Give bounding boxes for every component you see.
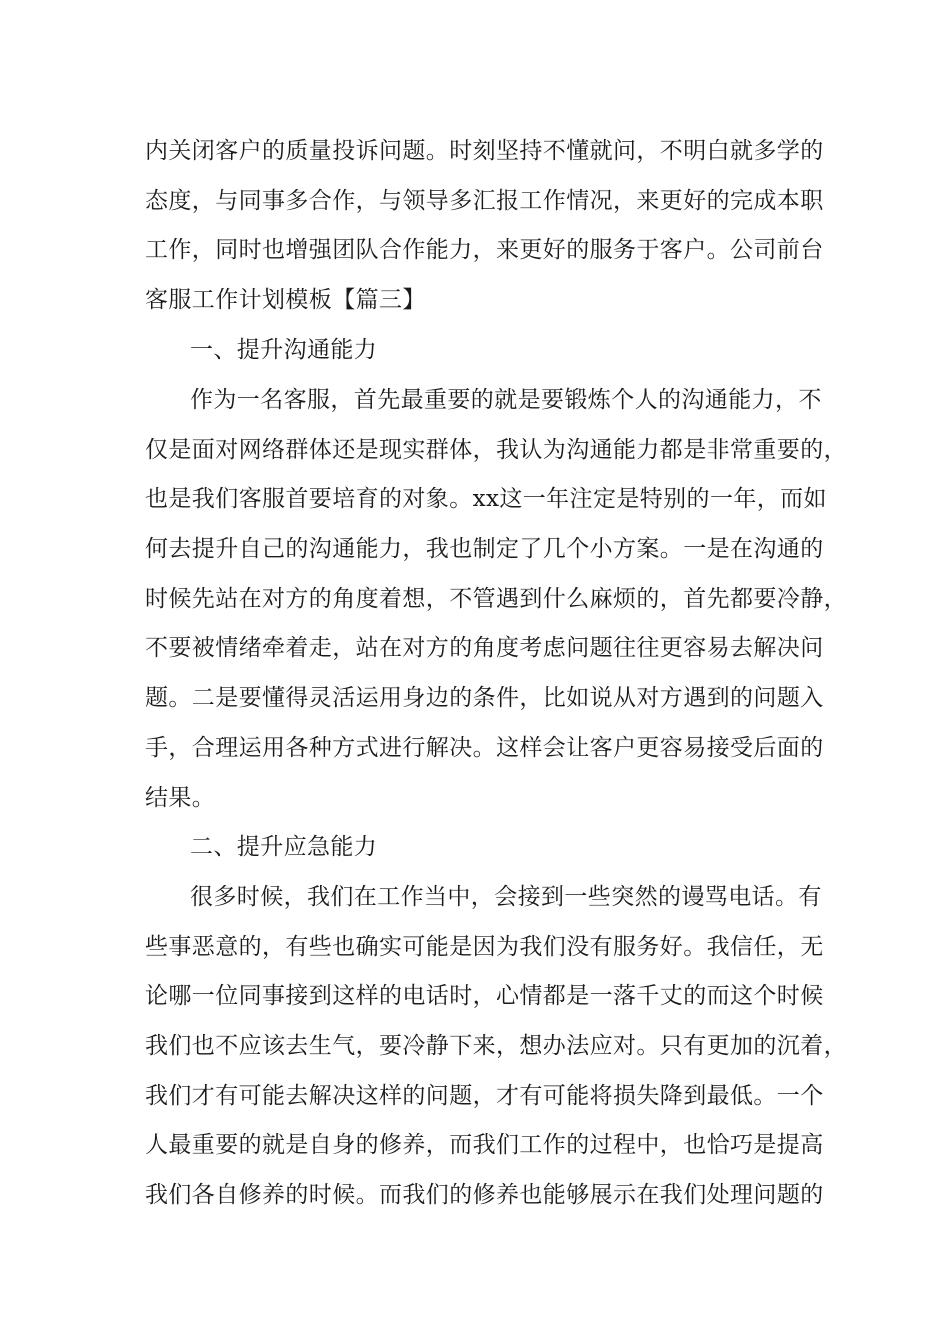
paragraph-line: 态度，与同事多合作，与领导多汇报工作情况，来更好的完成本职 xyxy=(145,188,824,214)
section-title: 客服工作计划模板【篇三】 xyxy=(145,287,426,313)
paragraph-line: 不要被情绪牵着走，站在对方的角度考虑问题往往更容易去解决问 xyxy=(145,635,824,661)
paragraph-line: 作为一名客服，首先最重要的就是要锻炼个人的沟通能力，不 xyxy=(190,387,822,413)
paragraph-line: 题。二是要懂得灵活运用身边的条件，比如说从对方遇到的问题入 xyxy=(145,685,824,711)
section-heading: 一、提升沟通能力 xyxy=(190,337,378,363)
paragraph-line: 人最重要的就是自身的修养，而我们工作的过程中，也恰巧是提高 xyxy=(145,1132,824,1158)
paragraph-line: 内关闭客户的质量投诉问题。时刻坚持不懂就问，不明白就多学的 xyxy=(145,138,824,164)
paragraph-line: 手，合理运用各种方式进行解决。这样会让客户更容易接受后面的 xyxy=(145,735,824,761)
paragraph-line: 工作，同时也增强团队合作能力，来更好的服务于客户。公司前台 xyxy=(145,237,824,263)
paragraph-line: 结果。 xyxy=(145,785,216,811)
paragraph-line: 论哪一位同事接到这样的电话时，心情都是一落千丈的而这个时候 xyxy=(145,983,824,1009)
section-heading: 二、提升应急能力 xyxy=(190,834,378,860)
paragraph-line: 我们各自修养的时候。而我们的修养也能够展示在我们处理问题的 xyxy=(145,1182,824,1208)
paragraph-line: 何去提升自己的沟通能力，我也制定了几个小方案。一是在沟通的 xyxy=(145,536,824,562)
paragraph-line: 也是我们客服首要培育的对象。xx这一年注定是特别的一年，而如 xyxy=(145,486,827,512)
paragraph-line: 我们也不应该去生气，要冷静下来，想办法应对。只有更加的沉着， xyxy=(145,1033,847,1059)
paragraph-line: 很多时候，我们在工作当中，会接到一些突然的谩骂电话。有 xyxy=(190,884,822,910)
paragraph-line: 些事恶意的，有些也确实可能是因为我们没有服务好。我信任，无 xyxy=(145,934,824,960)
paragraph-line: 仅是面对网络群体还是现实群体，我认为沟通能力都是非常重要的， xyxy=(145,437,847,463)
paragraph-line: 我们才有可能去解决这样的问题，才有可能将损失降到最低。一个 xyxy=(145,1083,824,1109)
paragraph-line: 时候先站在对方的角度着想，不管遇到什么麻烦的，首先都要冷静， xyxy=(145,586,847,612)
